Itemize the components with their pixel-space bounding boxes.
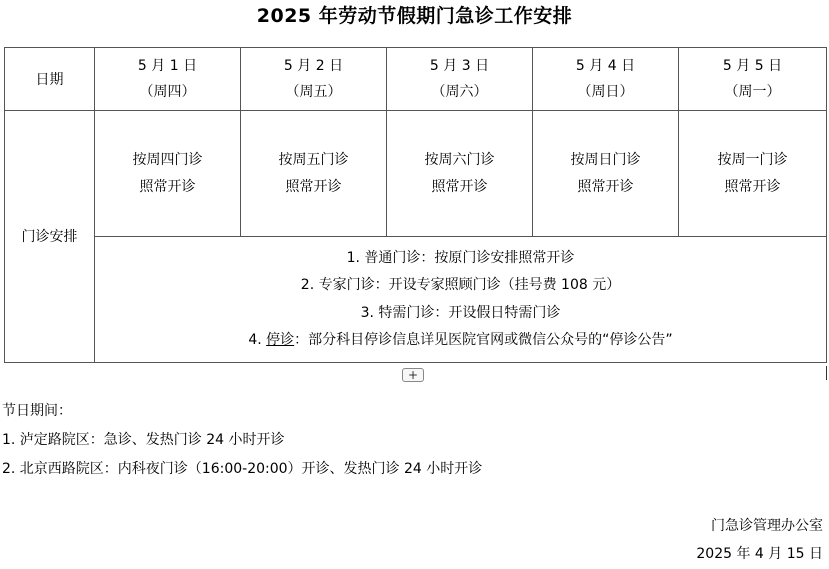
day-plan-row <box>5 111 827 237</box>
date-label: 5 月 4 日 <box>575 58 636 74</box>
plan-line: 按周四门诊 <box>132 151 203 168</box>
header-row <box>5 48 827 111</box>
note-item-expert: 2. 专家门诊：开设专家照顾门诊（挂号费 108 元） <box>300 277 621 293</box>
plan-line: 照常开诊 <box>724 178 781 195</box>
row-label-cell <box>5 111 95 363</box>
notes-cell <box>95 237 827 363</box>
date-label: 5 月 2 日 <box>283 58 344 74</box>
weekday-label: （周一） <box>724 84 781 100</box>
date-cell-may-4 <box>533 48 679 111</box>
plan-cell-may-5 <box>679 111 827 237</box>
add-row-button[interactable]: + <box>402 368 424 382</box>
plan-line: 按周五门诊 <box>278 151 349 168</box>
holiday-item: 1. 泸定路院区：急诊、发热门诊 24 小时开诊 <box>2 432 285 448</box>
notes-row <box>5 237 827 363</box>
plan-line: 照常开诊 <box>431 178 488 195</box>
suspension-label: 停诊 <box>266 332 295 348</box>
issuing-office: 门急诊管理办公室 <box>711 518 823 534</box>
document-title: 2025 年劳动节假期门急诊工作安排 <box>256 5 573 27</box>
weekday-label: （周日） <box>577 84 634 100</box>
plan-cell-may-4 <box>533 111 679 237</box>
note-item-general: 1. 普通门诊：按原门诊安排照常开诊 <box>346 249 575 266</box>
date-cell-may-3 <box>387 48 533 111</box>
date-cell-may-2 <box>241 48 387 111</box>
date-header-cell <box>5 48 95 111</box>
note-item-suspension: 4. 停诊：部分科目停诊信息详见医院官网或微信公众号的“停诊公告” <box>248 332 673 348</box>
plan-line: 照常开诊 <box>139 178 196 195</box>
weekday-label: （周五） <box>285 84 342 100</box>
holiday-item: 2. 北京西路院区：内科夜门诊（16:00-20:00）开诊、发热门诊 24 小时开诊 <box>2 461 483 477</box>
date-label: 5 月 3 日 <box>429 58 490 74</box>
issue-date: 2025 年 4 月 15 日 <box>696 546 823 562</box>
column-resize-handle[interactable] <box>826 366 827 380</box>
plan-line: 照常开诊 <box>577 178 634 195</box>
plan-cell-may-1 <box>95 111 241 237</box>
weekday-label: （周六） <box>431 84 488 100</box>
note-item-special: 3. 特需门诊：开设假日特需门诊 <box>360 304 561 321</box>
plan-line: 照常开诊 <box>285 178 342 195</box>
date-cell-may-5 <box>679 48 827 111</box>
weekday-label: （周四） <box>139 84 196 100</box>
plan-line: 按周六门诊 <box>424 151 495 168</box>
date-label: 5 月 1 日 <box>137 58 198 74</box>
schedule-table <box>4 47 827 363</box>
date-label: 5 月 5 日 <box>722 58 783 74</box>
date-header-label: 日期 <box>35 72 64 88</box>
plan-cell-may-2 <box>241 111 387 237</box>
date-cell-may-1 <box>95 48 241 111</box>
plan-cell-may-3 <box>387 111 533 237</box>
holiday-heading: 节日期间： <box>2 403 72 419</box>
holiday-section <box>2 397 482 484</box>
plan-line: 按周一门诊 <box>717 151 788 168</box>
row-label: 门诊安排 <box>21 228 78 245</box>
signature-block <box>696 512 823 568</box>
plan-line: 按周日门诊 <box>570 151 641 168</box>
